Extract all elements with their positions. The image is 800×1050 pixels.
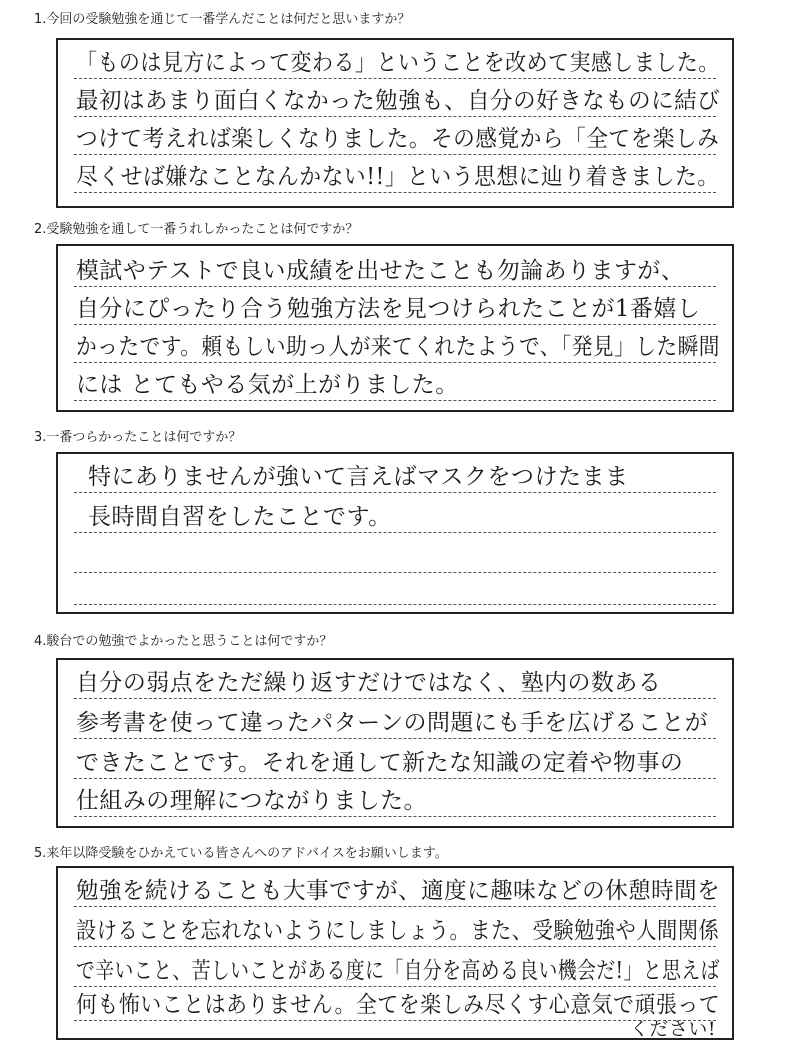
- handwritten-line: 何も怖いことはありません。全てを楽しみ尽くす心意気で頑張って: [76, 992, 721, 1018]
- answer-line: [74, 1020, 716, 1021]
- answer-box-3: [56, 452, 734, 614]
- question-3-label: 3.一番つらかったことは何ですか？: [34, 430, 242, 445]
- handwritten-line: には とてもやる気が上がりました。: [76, 372, 459, 398]
- handwritten-line: 勉強を続けることも大事ですが、適度に趣味などの休憩時間を: [76, 878, 721, 904]
- answer-line: [74, 778, 716, 779]
- handwritten-line: つけて考えれば楽しくなりました。その感覚から「全てを楽しみ: [76, 126, 720, 152]
- answer-line: [74, 946, 716, 947]
- answer-line: [74, 572, 716, 573]
- answer-line: [74, 154, 716, 155]
- answer-line: [74, 78, 716, 79]
- question-2-label: 2.受験勉強を通して一番うれしかったことは何ですか？: [34, 222, 359, 237]
- handwritten-line: 模試やテストで良い成績を出せたことも勿論ありますが、: [76, 258, 685, 284]
- handwritten-line: で辛いこと、苦しいことがある度に「自分を高める良い機会だ!」と思えば: [76, 958, 720, 984]
- handwritten-line: 自分の弱点をただ繰り返すだけではなく、塾内の数ある: [76, 670, 662, 696]
- answer-box-2: [56, 244, 734, 412]
- handwritten-line: 仕組みの理解につながりました。: [76, 788, 427, 814]
- handwritten-line: 長時間自習をしたことです。: [88, 504, 392, 530]
- handwritten-line: 特にありませんが強いて言えばマスクをつけたまま: [88, 464, 629, 490]
- question-5-label: 5.来年以降受験をひかえている皆さんへのアドバイスをお願いします。: [34, 846, 448, 861]
- answer-line: [74, 286, 716, 287]
- answer-line: [74, 400, 716, 401]
- answer-line: [74, 192, 716, 193]
- answer-line: [74, 116, 716, 117]
- answer-line: [74, 362, 716, 363]
- answer-line: [74, 532, 716, 533]
- answer-line: [74, 906, 716, 907]
- handwritten-line: 設けることを忘れないようにしましょう。また、受験勉強や人間関係: [76, 918, 720, 944]
- handwritten-line: 尽くせば嫌なことなんかない!!」という思想に辿り着きました。: [76, 164, 720, 190]
- handwritten-line: 自分にぴったり合う勉強方法を見つけられたことが1番嬉し: [76, 296, 701, 322]
- answer-line: [74, 492, 716, 493]
- answer-box-1: [56, 38, 734, 208]
- handwritten-line-tail: ください!: [629, 1018, 716, 1040]
- handwritten-line: かったです。頼もしい助っ人が来てくれたようで、「発見」した瞬間: [76, 334, 720, 360]
- handwritten-line: 最初はあまり面白くなかった勉強も、自分の好きなものに結び: [76, 88, 721, 114]
- answer-line: [74, 986, 716, 987]
- answer-line: [74, 604, 716, 605]
- answer-line: [74, 738, 716, 739]
- answer-line: [74, 816, 716, 817]
- handwritten-line: できたことです。それを通して新たな知識の定着や物事の: [76, 750, 684, 776]
- question-1-label: 1.今回の受験勉強を通じて一番学んだことは何だと思いますか？: [34, 12, 411, 27]
- answer-box-5: [56, 866, 734, 1040]
- answer-box-4: [56, 658, 734, 828]
- handwritten-line: 「ものは見方によって変わる」ということを改めて実感しました。: [76, 50, 720, 76]
- handwritten-line: 参考書を使って違ったパターンの問題にも手を広げることが: [76, 710, 709, 736]
- answer-line: [74, 324, 716, 325]
- question-4-label: 4.駿台での勉強でよかったと思うことは何ですか？: [34, 634, 333, 649]
- answer-line: [74, 698, 716, 699]
